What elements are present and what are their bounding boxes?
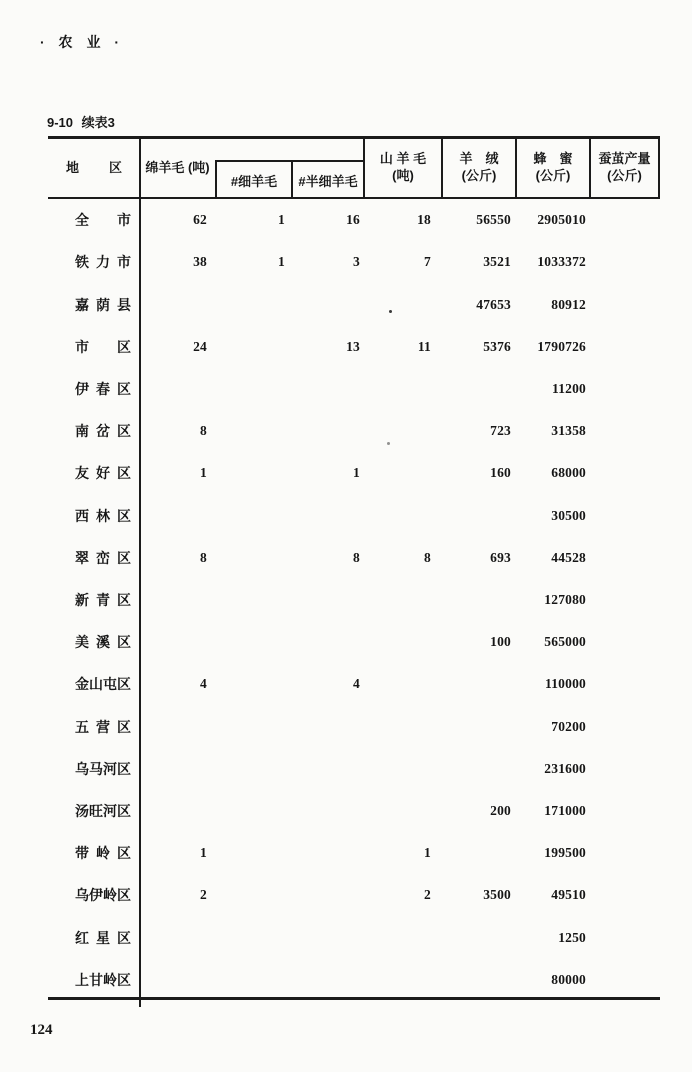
fine-wool-cell: 1 [278,254,285,270]
column-header-goat-wool: 山 羊 毛 (吨) [363,139,441,197]
region-name: 新青区 [75,591,131,608]
sheep-wool-cell: 1 [200,465,207,481]
fine-wool-cell [215,917,290,959]
semi-fine-wool-cell [290,959,363,1001]
statistics-table [48,136,660,1000]
region-name: 友好区 [75,465,131,482]
sheep-wool-cell [140,959,215,1001]
goat-wool-cell [363,494,441,536]
semi-fine-wool-cell: 8 [353,549,360,565]
cashmere-cell [441,663,515,705]
honey-cell: 70200 [551,718,586,734]
region-cell [48,241,140,283]
goat-wool-cell: 1 [424,845,431,861]
region-cell [48,663,140,705]
fine-wool-cell [215,368,290,410]
column-header-sheep-wool: 绵羊毛 (吨) [145,159,210,175]
region-name: 带岭区 [75,845,131,862]
fine-wool-cell [215,748,290,790]
cocoon-cell [589,579,660,621]
region-cell [48,452,140,494]
honey-cell: 231600 [544,760,586,776]
goat-wool-cell [363,368,441,410]
fine-wool-cell [215,494,290,536]
cashmere-cell [441,368,515,410]
region-name: 乌马河区 [75,760,131,777]
region-cell [48,537,140,579]
goat-wool-cell [363,706,441,748]
honey-cell: 171000 [544,803,586,819]
fine-wool-cell [215,283,290,325]
semi-fine-wool-cell [290,494,363,536]
honey-cell: 30500 [551,507,586,523]
sheep-wool-cell: 62 [193,212,207,228]
cocoon-cell [589,452,660,494]
cashmere-cell [441,579,515,621]
cashmere-cell: 5376 [483,338,511,354]
sheep-wool-cell [140,790,215,832]
cocoon-cell [589,748,660,790]
region-cell [48,748,140,790]
cocoon-cell [589,241,660,283]
region-name: 五营区 [75,718,131,735]
cocoon-cell [589,959,660,1001]
goat-wool-cell [363,790,441,832]
cashmere-cell: 723 [490,423,511,439]
goat-wool-cell [363,663,441,705]
sheep-wool-cell [140,579,215,621]
cocoon-cell [589,326,660,368]
sheep-wool-cell: 4 [200,676,207,692]
sheep-wool-cell [140,283,215,325]
scan-artifact-dot [387,442,390,445]
column-header-cashmere: 羊 绒 (公斤) [441,139,515,197]
cashmere-cell: 56550 [476,212,511,228]
goat-wool-cell [363,748,441,790]
cashmere-cell: 693 [490,549,511,565]
cashmere-cell: 100 [490,634,511,650]
region-column-divider [139,139,141,1007]
region-name: 铁力市 [75,254,131,271]
cocoon-cell [589,663,660,705]
cocoon-cell [589,368,660,410]
honey-cell: 49510 [551,887,586,903]
fine-wool-cell [215,452,290,494]
cashmere-cell: 47653 [476,296,511,312]
sheep-wool-cell: 8 [200,423,207,439]
region-cell [48,368,140,410]
region-cell [48,621,140,663]
column-header-cocoon-output: 蚕茧产量 (公斤) [589,139,660,197]
honey-cell: 1033372 [537,254,586,270]
semi-fine-wool-cell [290,368,363,410]
honey-cell: 80000 [551,971,586,987]
honey-cell: 1790726 [537,338,586,354]
semi-fine-wool-cell: 16 [346,212,360,228]
region-cell [48,874,140,916]
region-name: 全市 [75,212,131,229]
region-name: 嘉荫县 [75,296,131,313]
page-number: 124 [30,1022,53,1038]
goat-wool-cell: 11 [417,338,431,354]
cocoon-cell [589,706,660,748]
goat-wool-cell [363,917,441,959]
semi-fine-wool-cell [290,706,363,748]
goat-wool-cell: 7 [424,254,431,270]
semi-fine-wool-cell: 3 [353,254,360,270]
semi-fine-wool-cell [290,579,363,621]
fine-wool-cell [215,326,290,368]
cashmere-cell: 3500 [483,887,511,903]
honey-cell: 127080 [544,591,586,607]
region-name: 市区 [75,338,131,355]
cocoon-cell [589,537,660,579]
honey-cell: 31358 [551,423,586,439]
region-cell [48,706,140,748]
fine-wool-cell [215,537,290,579]
cocoon-cell [589,832,660,874]
column-header-fine-wool: #细羊毛 [230,174,278,189]
sheep-wool-cell [140,621,215,663]
cashmere-cell [441,959,515,1001]
sheep-wool-cell: 24 [193,338,207,354]
semi-fine-wool-cell [290,410,363,452]
goat-wool-cell: 2 [424,887,431,903]
semi-fine-wool-cell [290,832,363,874]
cocoon-cell [589,917,660,959]
cashmere-cell: 200 [490,803,511,819]
cocoon-cell [589,790,660,832]
region-name: 汤旺河区 [75,803,131,820]
fine-wool-cell [215,579,290,621]
region-name: 南岔区 [75,423,131,440]
scan-artifact-dot [389,310,392,313]
honey-cell: 80912 [551,296,586,312]
goat-wool-cell [363,579,441,621]
region-name: 翠峦区 [75,549,131,566]
honey-cell: 199500 [544,845,586,861]
fine-wool-cell [215,790,290,832]
fine-wool-cell [215,621,290,663]
goat-wool-cell [363,283,441,325]
region-cell [48,790,140,832]
column-header-region-label: 地区 [66,159,122,175]
sheep-wool-cell [140,494,215,536]
fine-wool-cell: 1 [278,212,285,228]
region-cell [48,326,140,368]
cocoon-cell [589,874,660,916]
cocoon-cell [589,621,660,663]
fine-wool-cell [215,959,290,1001]
region-cell [48,917,140,959]
region-cell [48,283,140,325]
region-name: 金山屯区 [75,676,131,693]
semi-fine-wool-cell: 13 [346,338,360,354]
sheep-wool-cell [140,917,215,959]
cashmere-cell [441,832,515,874]
cashmere-cell [441,494,515,536]
region-cell [48,959,140,1001]
fine-wool-cell [215,706,290,748]
column-header-semi-fine-wool: #半细羊毛 [291,162,363,199]
sheep-wool-cell [140,368,215,410]
sheep-wool-cell: 38 [193,254,207,270]
goat-wool-cell: 8 [424,549,431,565]
honey-cell: 2905010 [537,212,586,228]
region-name: 伊春区 [75,380,131,397]
fine-wool-cell [215,832,290,874]
semi-fine-wool-cell [290,874,363,916]
region-name: 红星区 [75,929,131,946]
honey-cell: 110000 [545,676,586,692]
sheep-wool-cell [140,706,215,748]
honey-cell: 1250 [558,929,586,945]
semi-fine-wool-cell [290,621,363,663]
cocoon-cell [589,199,660,241]
region-name: 乌伊岭区 [75,887,131,904]
sheep-wool-cell: 1 [200,845,207,861]
region-name: 上甘岭区 [75,971,131,988]
section-header: · 农 业 · [40,34,120,50]
sub-header-box [215,160,363,199]
cashmere-cell: 3521 [483,254,511,270]
fine-wool-cell [215,663,290,705]
fine-wool-cell [215,410,290,452]
honey-cell: 565000 [544,634,586,650]
cashmere-cell [441,917,515,959]
region-cell [48,579,140,621]
sheep-wool-cell [140,748,215,790]
region-cell [48,832,140,874]
table-label: 9-10 续表3 [47,115,115,130]
semi-fine-wool-cell [290,790,363,832]
region-cell [48,199,140,241]
region-name: 美溪区 [75,634,131,651]
column-header-honey: 蜂 蜜 (公斤) [515,139,589,197]
fine-wool-cell [215,874,290,916]
goat-wool-cell [363,959,441,1001]
cashmere-cell [441,748,515,790]
semi-fine-wool-cell [290,917,363,959]
cashmere-cell: 160 [490,465,511,481]
cocoon-cell [589,494,660,536]
goat-wool-cell [363,452,441,494]
honey-cell: 68000 [551,465,586,481]
cocoon-cell [589,283,660,325]
honey-cell: 44528 [551,549,586,565]
semi-fine-wool-cell: 4 [353,676,360,692]
region-name: 西林区 [75,507,131,524]
region-cell [48,494,140,536]
goat-wool-cell [363,410,441,452]
cocoon-cell [589,410,660,452]
semi-fine-wool-cell [290,283,363,325]
honey-cell: 11200 [551,380,586,396]
goat-wool-cell [363,621,441,663]
semi-fine-wool-cell [290,748,363,790]
semi-fine-wool-cell: 1 [353,465,360,481]
cashmere-cell [441,706,515,748]
column-header-region [48,139,140,197]
goat-wool-cell: 18 [417,212,431,228]
sheep-wool-cell: 8 [200,549,207,565]
sheep-wool-cell: 2 [200,887,207,903]
region-cell [48,410,140,452]
